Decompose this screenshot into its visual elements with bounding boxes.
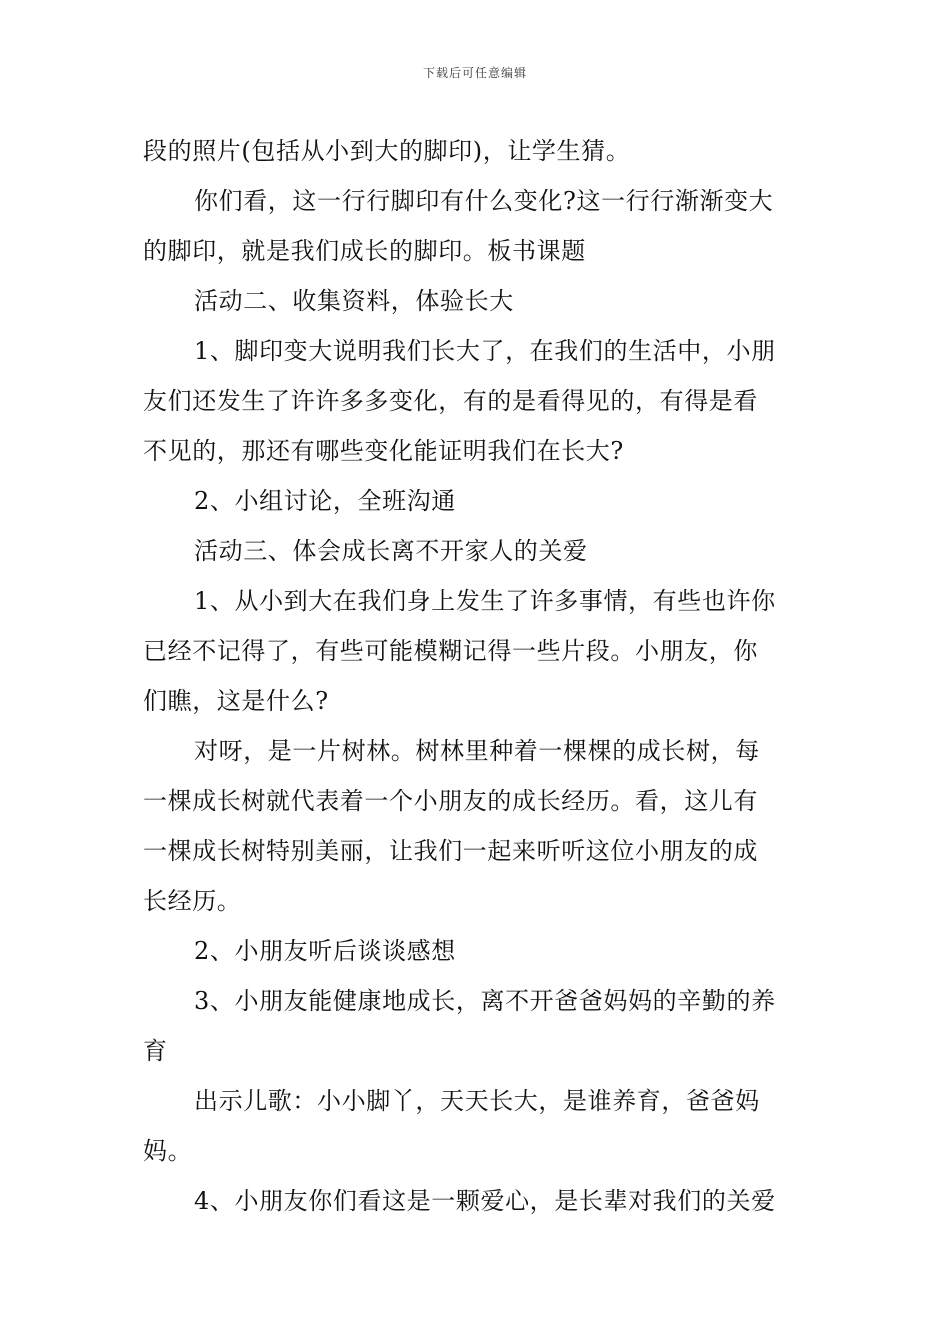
text-line: 对呀，是一片树林。树林里种着一棵棵的成长树，每	[194, 737, 760, 765]
text-line: 2、小组讨论，全班沟通	[194, 487, 456, 515]
text-line: 育	[143, 1037, 168, 1065]
text-line: 你们看，这一行行脚印有什么变化?这一行行渐渐变大	[194, 187, 774, 215]
text-line: 已经不记得了，有些可能模糊记得一些片段。小朋友，你	[143, 637, 758, 665]
text-line: 的脚印，就是我们成长的脚印。板书课题	[143, 237, 586, 265]
text-line: 不见的，那还有哪些变化能证明我们在长大?	[143, 437, 624, 465]
text-line: 段的照片(包括从小到大的脚印)，让学生猜。	[143, 137, 631, 165]
text-line: 出示儿歌：小小脚丫，天天长大，是谁养育，爸爸妈	[194, 1087, 760, 1115]
text-line: 友们还发生了许许多多变化，有的是看得见的，有得是看	[143, 387, 758, 415]
text-line: 1、从小到大在我们身上发生了许多事情，有些也许你	[194, 587, 776, 615]
text-line: 一棵成长树就代表着一个小朋友的成长经历。看，这儿有	[143, 787, 758, 815]
page-header: 下载后可任意编辑	[422, 66, 527, 80]
text-line: 3、小朋友能健康地成长，离不开爸爸妈妈的辛勤的养	[194, 987, 776, 1015]
text-line: 一棵成长树特别美丽，让我们一起来听听这位小朋友的成	[143, 837, 758, 865]
text-line: 妈。	[143, 1137, 193, 1165]
text-line: 们瞧，这是什么?	[143, 687, 329, 715]
text-line: 4、小朋友你们看这是一颗爱心，是长辈对我们的关爱	[194, 1187, 776, 1215]
text-line: 长经历。	[143, 887, 242, 915]
section-heading: 活动二、收集资料，体验长大	[194, 287, 514, 315]
document-body	[143, 126, 813, 1226]
text-line: 2、小朋友听后谈谈感想	[194, 937, 456, 965]
text-line: 1、脚印变大说明我们长大了，在我们的生活中，小朋	[194, 337, 776, 365]
section-heading: 活动三、体会成长离不开家人的关爱	[194, 537, 588, 565]
